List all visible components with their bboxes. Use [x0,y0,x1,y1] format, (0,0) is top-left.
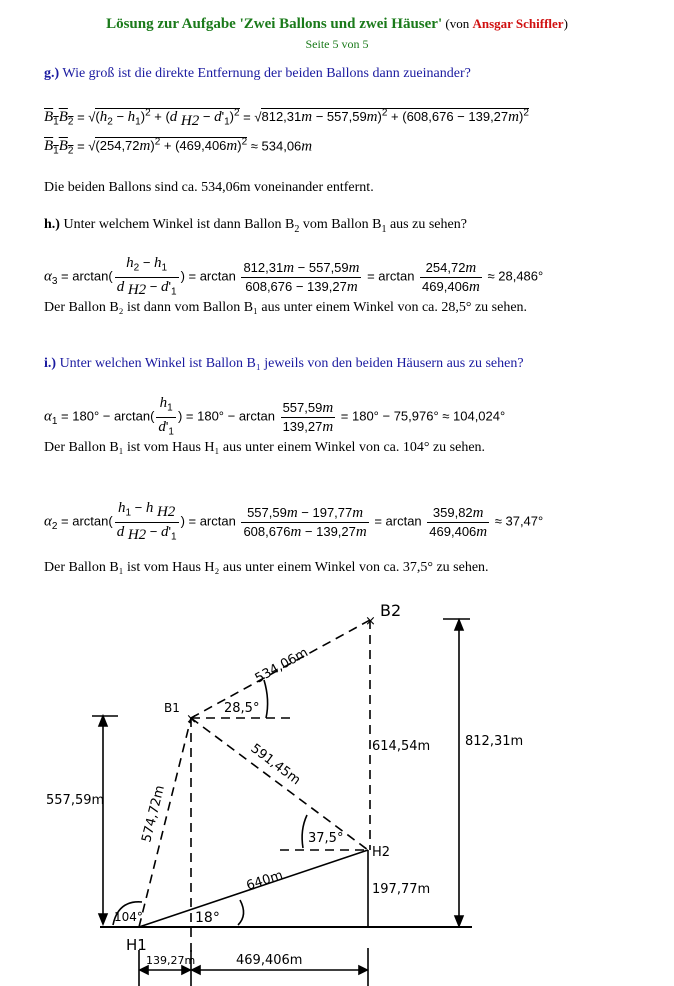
formula-g-1: $B_1B_2 = √(h_2 - h_1)^2 + (d$ $_{H2} - d'_1)^2 = √812,31m - 557,59m)^2 + (608,676 - 139,27m)^2$ [44,108,529,129]
question-i-text: Unter welchen Winkel ist Ballon B₁ jeweils von den beiden Häusern aus zu sehen? [56,356,524,371]
label-angle-b1: 28,5° [224,701,260,716]
label-b2-above-h2: 614,54m [372,739,431,754]
diagram-stroke [455,620,463,630]
label-d2: 469,406m [236,953,303,968]
answer-h: Der Ballon B₂ ist dann vom Ballon B₁ aus unter einem Winkel von ca. 28,5° zu sehen. [44,300,528,315]
label-total-height: 812,31m [465,734,524,749]
question-h: h.) Unter welchem Winkel ist dann Ballon $B_2$ vom Ballon $B_1$ aus zu sehen? [44,217,467,235]
question-i-label: i.) [44,356,57,371]
label-b1: B1 [164,701,180,715]
diagram-stroke [182,966,190,974]
label-angle-104: 104° [114,910,143,924]
question-h-text-3: aus zu sehen? [386,217,467,232]
page-number: Seite 5 von 5 [305,37,369,51]
diagram-stroke [192,966,200,974]
title-von: (von [442,16,473,31]
label-h1h2-dist: 640m [244,867,285,894]
diagram-stroke [140,966,148,974]
question-g-text: Wie groß ist die direkte Entfernung der beiden Ballons dann zueinander? [59,66,471,81]
label-h2-height: 197,77m [372,882,431,897]
answer-g: Die beiden Ballons sind ca. 534,06m voneinander entfernt. [44,180,374,195]
diagram-stroke [99,716,107,726]
label-angle-h2: 37,5° [308,831,344,846]
author-name: Ansgar Schiffler [472,16,564,31]
answer-i-2: Der Ballon B₁ ist vom Haus H₂ aus unter einem Winkel von ca. 37,5° zu sehen. [44,560,489,575]
diagram-stroke [455,916,463,926]
formula-i-1: $\alpha_1 = 180^\circ - \arctan$( $\frac{h_1}{d'_1}$ ) = 180° − arctan $\frac{557,59m}{139,27m}$ = 180° − 75,976° ≈ 104,024° [44,395,506,438]
label-d1: 139,27m [146,954,196,967]
label-h1b1-dist: 574,72m [139,783,168,844]
label-b2: B2 [380,601,402,620]
label-angle-18: 18° [195,910,220,926]
label-b1b2-dist: 534,06m [252,645,311,687]
angle-arc-b1 [264,680,268,718]
b2-marker: × [365,614,376,629]
answer-i-1: Der Ballon B₁ ist vom Haus H₁ aus unter einem Winkel von ca. 104° zu sehen. [44,440,486,455]
question-g-label: g.) [44,66,60,81]
angle-arc-h2 [302,815,307,848]
label-h2: H2 [372,845,391,860]
question-h-text-1: Unter welchem Winkel ist dann Ballon B [59,217,295,232]
question-h-text-2: vom Ballon B [299,217,382,232]
b1-marker: × [186,712,197,727]
diagram-stroke [359,966,367,974]
diagram-stroke [99,914,107,924]
label-h1: H1 [126,936,147,954]
title-von-close: ) [563,16,568,31]
label-b1h2-dist: 591,45m [247,741,304,789]
formula-h: $\alpha_3 = \arctan$( $\frac{h_2 - h_1}{d _{H2} - d'_1}$ ) = arctan $\frac{812,31m - 557,59m}{608,676 - 139,27m}$ = arctan $\frac{254,72m}{469,406m}$ ≈ 28,486° [44,255,544,299]
formula-g-2: $B_1B_2 = √(254,72m)^2 + (469,406m)^2 \approx 534,06m$ [44,137,313,157]
angle-arc-h1-18 [238,900,244,925]
title-text: Lösung zur Aufgabe 'Zwei Ballons und zwei Häuser' [106,16,443,32]
label-b1-height: 557,59m [46,793,105,808]
question-h-label: h.) [44,217,60,232]
formula-i-2: $\alpha_2 = \arctan$( $\frac{h_1 - h _{H2}}{d _{H2} - d'_1}$ ) = arctan $\frac{557,59m - 197,77m}{608,676m - 139,27m}$ = arctan $\frac{359,82m}{469,406m}$ ≈ 37,47° [44,500,544,544]
